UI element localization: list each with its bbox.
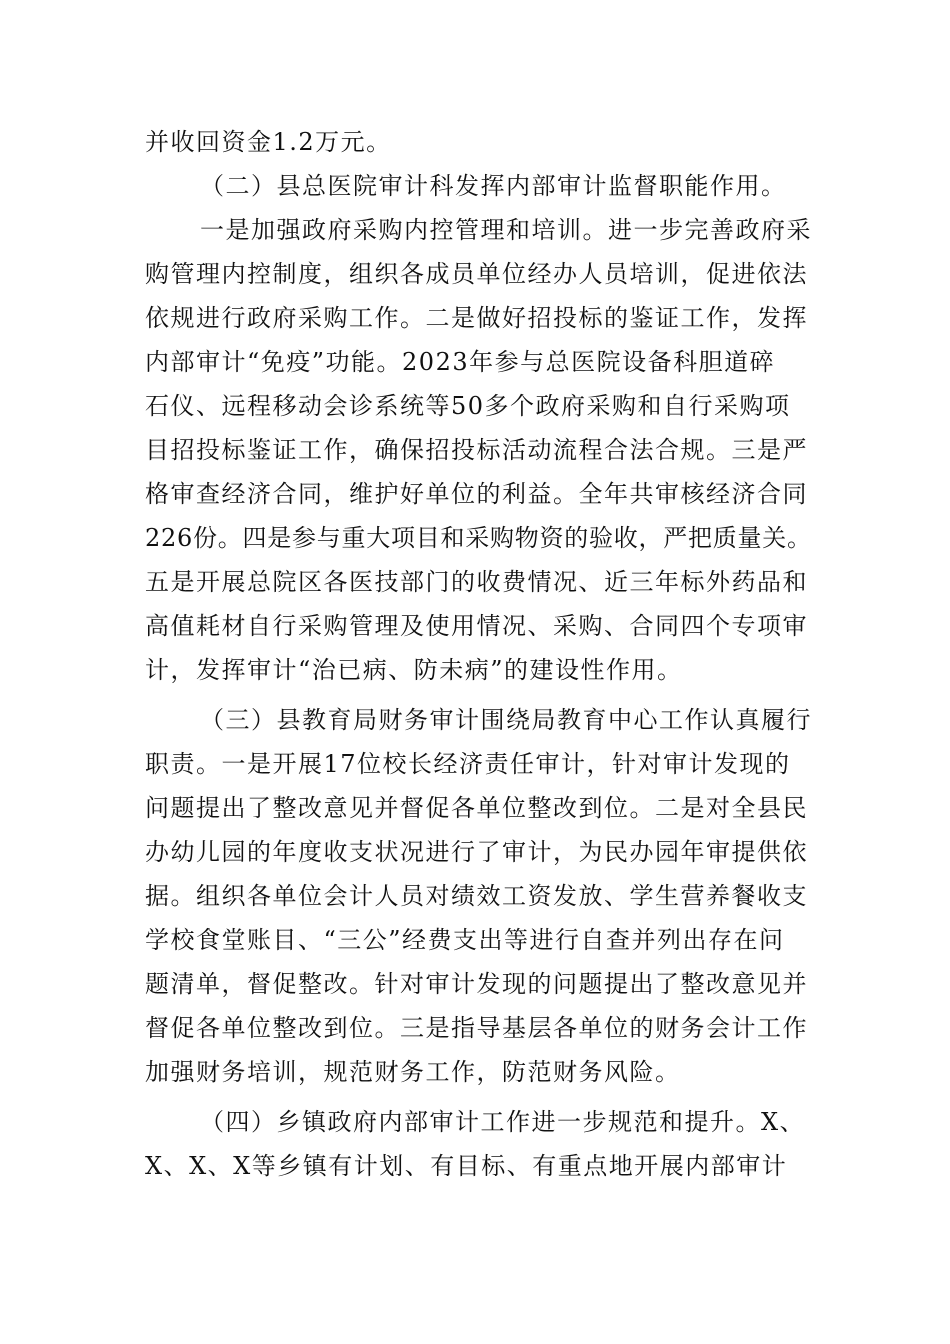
text-line: 内部审计“免疫”功能。2023年参与总医院设备科胆道碎 (145, 348, 776, 376)
text-line: 督促各单位整改到位。三是指导基层各单位的财务会计工作 (145, 1014, 808, 1042)
text-line: X、X、X等乡镇有计划、有目标、有重点地开展内部审计 (145, 1152, 788, 1180)
text-line: 五是开展总院区各医技部门的收费情况、近三年标外药品和 (145, 568, 808, 596)
text-line: 办幼儿园的年度收支状况进行了审计，为民办园年审提供依 (145, 838, 808, 866)
text-line: 格审查经济合同，维护好单位的利益。全年共审核经济合同 (145, 480, 808, 508)
section-heading-3: （三）县教育局财务审计围绕局教育中心工作认真履行 (200, 706, 812, 734)
text-line: 计，发挥审计“治已病、防未病”的建设性作用。 (145, 656, 683, 684)
text-line: 并收回资金1.2万元。 (145, 128, 392, 156)
text-line: 购管理内控制度，组织各成员单位经办人员培训，促进依法 (145, 260, 808, 288)
text-line: 学校食堂账目、“三公”经费支出等进行自查并列出存在问 (145, 926, 785, 954)
section-heading-4: （四）乡镇政府内部审计工作进一步规范和提升。X、 (200, 1108, 806, 1136)
text-line: 依规进行政府采购工作。二是做好招投标的鉴证工作，发挥 (145, 304, 808, 332)
text-line: 高值耗材自行采购管理及使用情况、采购、合同四个专项审 (145, 612, 808, 640)
text-line: 职责。一是开展17位校长经济责任审计，针对审计发现的 (145, 750, 791, 778)
text-line: 目招投标鉴证工作，确保招投标活动流程合法合规。三是严 (145, 436, 808, 464)
text-line: 一是加强政府采购内控管理和培训。进一步完善政府采 (200, 216, 812, 244)
section-heading-2: （二）县总医院审计科发挥内部审计监督职能作用。 (200, 172, 787, 200)
text-line: 据。组织各单位会计人员对绩效工资发放、学生营养餐收支 (145, 882, 808, 910)
text-line: 加强财务培训，规范财务工作，防范财务风险。 (145, 1058, 681, 1086)
text-line: 问题提出了整改意见并督促各单位整改到位。二是对全县民 (145, 794, 808, 822)
text-line: 226份。四是参与重大项目和采购物资的验收，严把质量关。 (145, 524, 812, 552)
text-line: 石仪、远程移动会诊系统等50多个政府采购和自行采购项 (145, 392, 791, 420)
text-line: 题清单，督促整改。针对审计发现的问题提出了整改意见并 (145, 970, 808, 998)
